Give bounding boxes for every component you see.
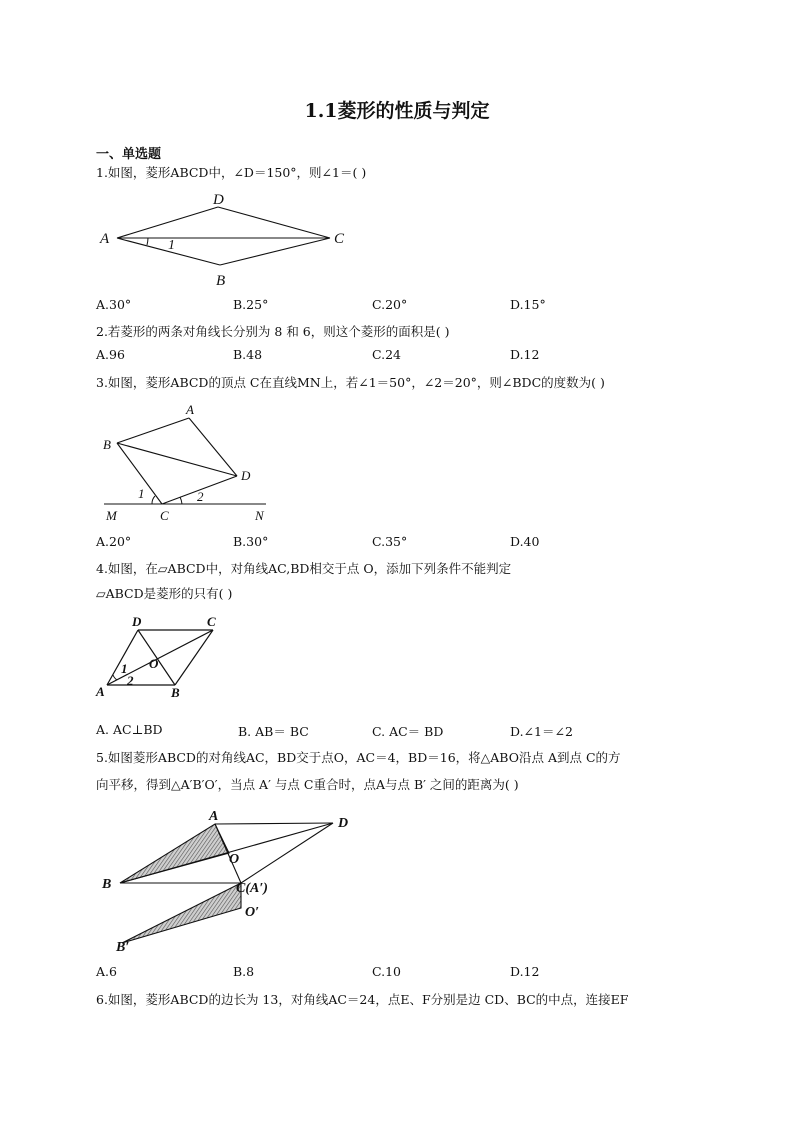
question-4-stem-line2: ▱ABCD是菱形的只有( ): [96, 586, 233, 601]
q5-label-O: O: [229, 852, 240, 867]
page-title: 1.1菱形的性质与判定: [304, 100, 490, 122]
question-5-stem-line2: 向平移，得到△A′B′O′，当点 A′ 与点 C重合时，点A与点 B′ 之间的距离为( ): [96, 777, 519, 792]
q5-label-O-prime: O′: [245, 905, 260, 920]
question-3-option-a[interactable]: A.20°: [96, 534, 132, 549]
question-2-option-b[interactable]: B.48: [233, 347, 263, 362]
question-5-option-c[interactable]: C.10: [372, 964, 401, 979]
question-3-figure: [96, 398, 286, 528]
q1-label-A: A: [100, 231, 110, 247]
question-2-option-d[interactable]: D.12: [510, 347, 540, 362]
q5-label-D: D: [338, 816, 349, 831]
q1-label-1: 1: [168, 238, 175, 253]
q3-label-A: A: [186, 402, 194, 417]
question-2-option-c[interactable]: C.24: [372, 347, 401, 362]
q4-label-C: C: [207, 614, 216, 629]
q3-label-B: B: [103, 437, 111, 452]
question-5-option-b[interactable]: B.8: [233, 964, 255, 979]
question-3-option-c[interactable]: C.35°: [372, 534, 408, 549]
question-5-option-d[interactable]: D.12: [510, 964, 540, 979]
question-5-option-a[interactable]: A.6: [96, 964, 117, 979]
q5-label-C-A-prime: C(A′): [236, 881, 268, 896]
question-1-option-d[interactable]: D.15°: [510, 297, 546, 312]
q4-label-A: A: [96, 684, 105, 699]
question-5-stem: 5.如图菱形ABCD的对角线AC，BD交于点O，AC＝4，BD＝16，将△ABO沿点 A到点 C的方: [96, 750, 621, 765]
question-2-stem: 2.若菱形的两条对角线长分别为 8 和 6，则这个菱形的面积是( ): [96, 324, 450, 339]
q3-label-D: D: [241, 468, 251, 483]
q3-label-N: N: [255, 508, 264, 523]
q5-label-B: B: [102, 877, 112, 892]
question-5-figure: [96, 804, 366, 959]
question-4-option-a[interactable]: A. AC⊥BD: [96, 722, 163, 737]
q5-label-B-prime: B′: [116, 940, 130, 955]
section-heading: 一、单选题: [96, 147, 162, 162]
q4-label-2: 2: [127, 673, 134, 688]
question-1-option-c[interactable]: C.20°: [372, 297, 408, 312]
question-1-stem: 1.如图，菱形ABCD中，∠D＝150°，则∠1＝( ): [96, 165, 367, 180]
question-4-option-d[interactable]: D.∠1＝∠2: [510, 724, 573, 739]
q3-label-2: 2: [197, 489, 204, 504]
question-3-stem: 3.如图，菱形ABCD的顶点 C在直线MN上，若∠1＝50°，∠2＝20°，则∠BDC的度数为( ): [96, 375, 605, 390]
question-1-figure: [96, 185, 366, 295]
q1-label-B: B: [216, 273, 226, 289]
question-1-option-a[interactable]: A.30°: [96, 297, 132, 312]
q4-label-1: 1: [121, 661, 128, 676]
q3-label-C: C: [160, 508, 169, 523]
q3-label-M: M: [106, 508, 117, 523]
q3-label-1: 1: [138, 486, 145, 501]
q4-label-B: B: [171, 685, 180, 700]
question-4-option-c[interactable]: C. AC＝ BD: [372, 724, 444, 739]
question-3-option-d[interactable]: D.40: [510, 534, 540, 549]
q1-label-C: C: [334, 231, 345, 247]
question-4-stem: 4.如图，在▱ABCD中，对角线AC,BD相交于点 O，添加下列条件不能判定: [96, 561, 512, 576]
question-1-option-b[interactable]: B.25°: [233, 297, 269, 312]
q5-label-A: A: [209, 809, 219, 824]
q1-label-D: D: [213, 192, 224, 208]
question-2-option-a[interactable]: A.96: [96, 347, 125, 362]
question-4-option-b[interactable]: B. AB＝ BC: [238, 724, 309, 739]
q4-label-D: D: [132, 614, 142, 629]
question-4-figure: [96, 612, 236, 707]
q4-label-O: O: [149, 656, 159, 671]
question-3-option-b[interactable]: B.30°: [233, 534, 269, 549]
question-6-stem: 6.如图，菱形ABCD的边长为 13，对角线AC＝24，点E、F分别是边 CD、BC的中点，连接EF: [96, 992, 629, 1007]
